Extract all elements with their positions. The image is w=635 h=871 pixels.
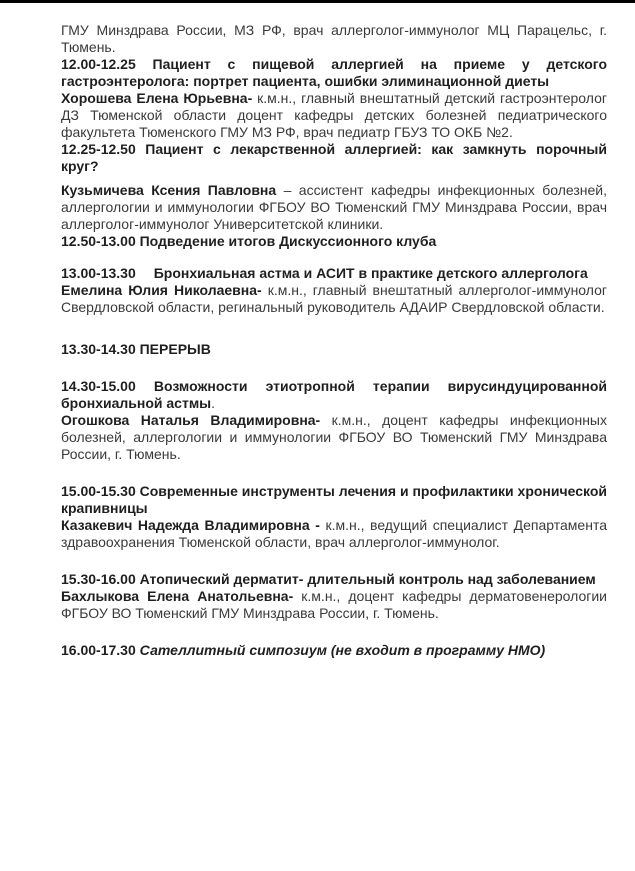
- session-title: [61, 378, 607, 412]
- text-run: к.м.н., ведущий специалист Департамента здравоохранения Тюменской области, врач аллерголог-иммунолог.: [61, 517, 607, 550]
- session-title: [61, 56, 607, 90]
- speaker-info: [61, 588, 607, 622]
- text-run: Бахлыкова Елена Анатольевна-: [61, 588, 294, 604]
- session-title: [61, 483, 607, 517]
- text-run: 12.00-12.25 Пациент с пищевой аллергией на приеме у детского гастроэнтеролога: портрет пациента, ошибки элиминационной диеты: [61, 56, 607, 89]
- text-run: Сателлитный симпозиум (не входит в программу НМО): [139, 642, 546, 658]
- text-run: Кузьмичева Ксения Павловна: [61, 182, 277, 198]
- speaker-info: [61, 517, 607, 551]
- satellite-symposium: [61, 642, 607, 659]
- text-run: 15.00-15.30 Современные инструменты лечения и профилактики хронической крапивницы: [61, 483, 607, 516]
- text-run: Огошкова Наталья Владимировна-: [61, 412, 321, 428]
- speaker-info: [61, 182, 607, 233]
- text-run: ГМУ Минздрава России, МЗ РФ, врач аллерголог-иммунолог МЦ Парацельс, г. Тюмень.: [61, 22, 607, 55]
- text-run: к.м.н., главный внештатный аллерголог-иммунолог Свердловской области, регинальный руководитель АДАИР Свердловской области.: [61, 282, 607, 315]
- text-run: к.м.н., главный внештатный детский гастроэнтеролог ДЗ Тюменской области доцент кафедры детских болезней педиатрического факультета Тюменского ГМУ МЗ РФ, врач педиатр ГБУЗ ТО ОКБ №2.: [61, 90, 607, 140]
- text-run: к.м.н., доцент кафедры дерматовенерологии ФГБОУ ВО Тюменский ГМУ Минздрава России, г. Тюмень.: [61, 588, 608, 621]
- text-run: Хорошева Елена Юрьевна-: [61, 90, 253, 106]
- text-run: Казакевич Надежда Владимировна -: [61, 517, 320, 533]
- text-run: к.м.н., доцент кафедры инфекционных болезней, аллергологии и иммунологии ФГБОУ ВО Тюменский ГМУ Минздрава России, г. Тюмень.: [61, 412, 607, 462]
- text-run: Бронхиальная астма и АСИТ в практике детского аллерголога: [153, 265, 588, 281]
- affiliation-text: [61, 22, 607, 56]
- text-run: 12.25-12.50 Пациент с лекарственной аллергией: как замкнуть порочный круг?: [61, 141, 607, 174]
- text-run: 14.30-15.00 Возможности этиотропной терапии вирусиндуцированной бронхиальной астмы: [61, 378, 607, 411]
- session-title: [61, 141, 607, 175]
- text-run: 13.00-13.30: [61, 265, 136, 281]
- text-run: .: [211, 395, 216, 411]
- speaker-info: [61, 90, 607, 141]
- speaker-info: [61, 282, 607, 316]
- text-run: Емелина Юлия Николаевна-: [61, 282, 262, 298]
- text-run: 12.50-13.00 Подведение итогов Дискуссионного клуба: [61, 233, 437, 249]
- program-schedule: [61, 22, 607, 659]
- session-title: [61, 571, 607, 588]
- text-run: 13.30-14.30 ПЕРЕРЫВ: [61, 341, 211, 357]
- text-run: – ассистент кафедры инфекционных болезней, аллергологии и иммунологии ФГБОУ ВО Тюменский ГМУ Минздрава России, врач аллерголог-иммунолог Университетской клиники.: [61, 182, 608, 232]
- text-run: 16.00-17.30: [61, 642, 140, 658]
- speaker-info: [61, 412, 607, 463]
- session-title: [61, 265, 607, 282]
- text-run: 15.30-16.00 Атопический дерматит- длительный контроль над заболеванием: [61, 571, 596, 587]
- session-title: [61, 233, 607, 250]
- page-top-border: [0, 0, 635, 3]
- break-entry: [61, 341, 607, 358]
